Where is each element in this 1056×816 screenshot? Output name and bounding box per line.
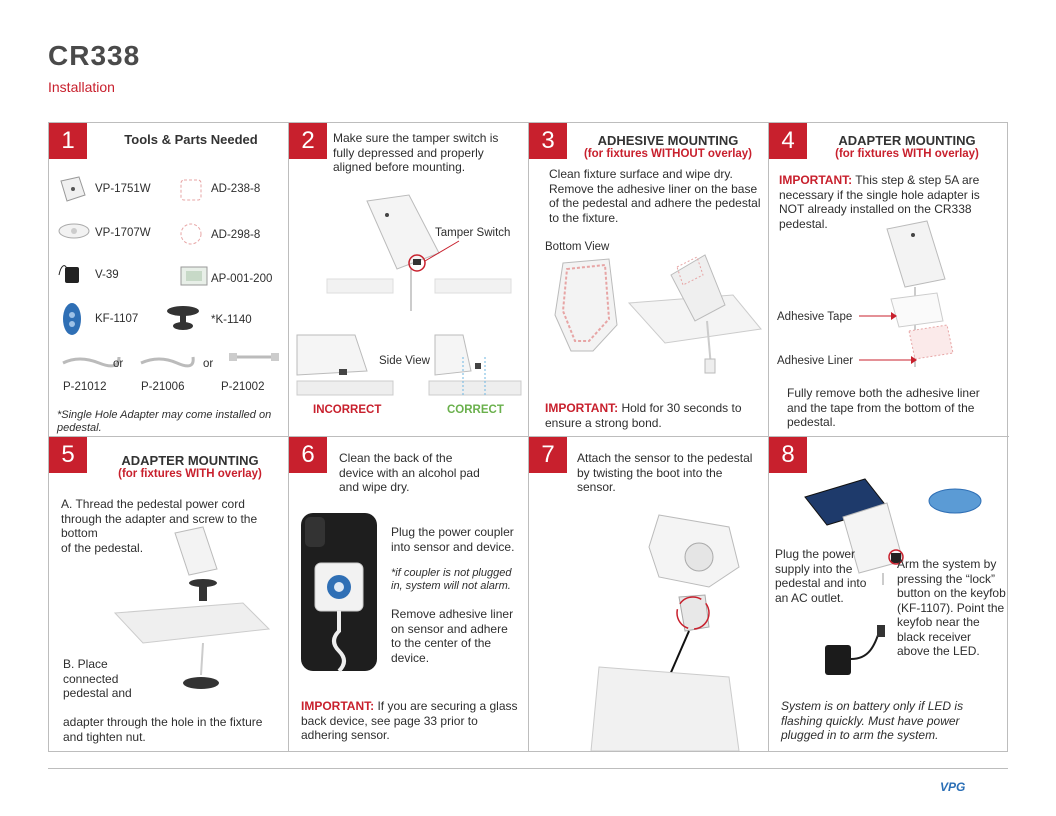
step-7-panel [529,437,769,751]
adhesive-liner-label: Adhesive Liner [777,355,854,367]
important-note [545,401,759,430]
step-2-panel [289,123,529,437]
step-number: 1 [49,123,87,159]
important-text: Hold for 30 seconds to ensure a strong bond. [545,401,742,430]
heading-main: ADAPTER MOUNTING [121,453,259,468]
step-1-panel [49,123,289,437]
arrow-icon [857,353,917,367]
parts-note: *Single Hole Adapter may come installed on pedestal. [57,409,272,434]
step-number: 8 [769,437,807,473]
step-number: 4 [769,123,807,159]
ac-adapter-icon [821,623,901,693]
page-subtitle: Installation [48,79,115,95]
important-text: If you are securing a glass back device, see page 33 prior to adhering sensor. [301,699,518,742]
step-text: Clean fixture surface and wipe dry. Remove the adhesive liner on the base of the pedestal and adhere the pedestal to the fixture. [549,167,761,225]
cable-label: P-21006 [141,381,185,393]
arrow-icon [857,309,897,323]
cable-label: P-21002 [221,381,265,393]
power-supply-icon [57,261,87,287]
pedestal-tape-illustration [869,219,959,369]
important-label: IMPORTANT: [301,699,375,713]
heading-sub: (for fixtures WITHOUT overlay) [583,148,753,160]
bottom-view-label: Bottom View [545,241,610,253]
part-label: AD-238-8 [211,183,261,195]
or-label: or [113,358,124,370]
step-5-panel [49,437,289,751]
step-text: Attach the sensor to the pedestal by twisting the boot into the sensor. [577,451,753,494]
important-label: IMPORTANT: [545,401,619,415]
cable-label: P-21012 [63,381,107,393]
step-a-text-cont: of the pedestal. [61,541,144,555]
step-heading: Tools & Parts Needed [124,132,258,147]
part-label: *K-1140 [211,314,252,326]
step-text: Make sure the tamper switch is fully depressed and properly aligned before mounting. [333,131,499,174]
incorrect-label: INCORRECT [313,404,382,416]
part-label: V-39 [95,269,119,281]
step-8-panel [769,437,1009,751]
correct-label: CORRECT [447,404,504,416]
pedestal-illustration [325,193,515,313]
step-heading [569,133,767,160]
step-text: Fully remove both the adhesive liner and the tape from the bottom of the pedestal. [787,386,980,429]
heading-main: ADAPTER MOUNTING [838,133,976,148]
step-number: 3 [529,123,567,159]
bottom-view-illustration [549,255,629,355]
remove-text: Remove adhesive liner on sensor and adhere to the center of the device. [391,607,514,665]
step-4-panel [769,123,1009,437]
heading-sub: (for fixtures WITH overlay) [835,148,979,160]
step-heading [809,133,1005,160]
step-number: 6 [289,437,327,473]
step-a-text: A. Thread the pedestal power cord through the adapter and screw to the bottom [61,497,258,540]
adhesive-ring-icon [177,221,205,247]
step-number: 2 [289,123,327,159]
heading-sub: (for fixtures WITH overlay) [118,468,262,480]
pedestal-adhesive-illustration [625,245,765,377]
sensor-icon [57,175,87,203]
important-note [301,699,523,743]
arm-text: Arm the system by pressing the “lock” button on the keyfob (KF-1107). Point the keyfob near the black receiver above the LED. [897,557,1006,658]
sensor-attach-illustration [589,507,765,751]
cables-icon [59,349,285,369]
part-label: AP-001-200 [211,273,273,285]
step-number: 7 [529,437,567,473]
step-3-panel [529,123,769,437]
plug-text: Plug the power coupler into sensor and device. [391,525,515,554]
side-view-label: Side View [379,355,430,367]
plug-text: Plug the power supply into the pedestal and into an AC outlet. [775,547,867,605]
alarm-pad-icon [179,265,209,287]
vpg-logo: VPG [940,780,966,794]
adhesive-tape-label: Adhesive Tape [777,311,853,323]
heading-main: ADHESIVE MOUNTING [597,133,739,148]
phone-sensor-illustration [299,511,383,675]
important-text: This step & step 5A are necessary if the single hole adapter is NOT already installed on the CR338 pedestal. [779,173,980,231]
footer-divider [48,768,1008,769]
part-label: VP-1751W [95,183,151,195]
step-6-panel [289,437,529,751]
single-hole-adapter-icon [163,303,203,333]
adapter-icon [57,221,91,241]
plug-note: *if coupler is not plugged in, system will not alarm. [391,567,512,592]
keyfob-icon [61,301,83,337]
part-label: KF-1107 [95,313,139,325]
instruction-grid [48,122,1008,752]
part-label: AD-298-8 [211,229,261,241]
step-b-text: B. Place connected pedestal and [63,657,132,700]
adhesive-icon [177,177,205,203]
battery-note: System is on battery only if LED is flashing quickly. Must have power plugged in to arm the system. [781,699,964,742]
or-label: or [203,358,214,370]
tamper-switch-label: Tamper Switch [435,227,511,239]
step-heading [95,453,285,480]
step-text: Clean the back of the device with an alcohol pad and wipe dry. [339,451,480,494]
step-b-text-cont: adapter through the hole in the fixture and tighten nut. [63,715,263,744]
page-title: CR338 [48,40,141,71]
step-number: 5 [49,437,87,473]
part-label: VP-1707W [95,227,151,239]
important-label: IMPORTANT: [779,173,853,187]
